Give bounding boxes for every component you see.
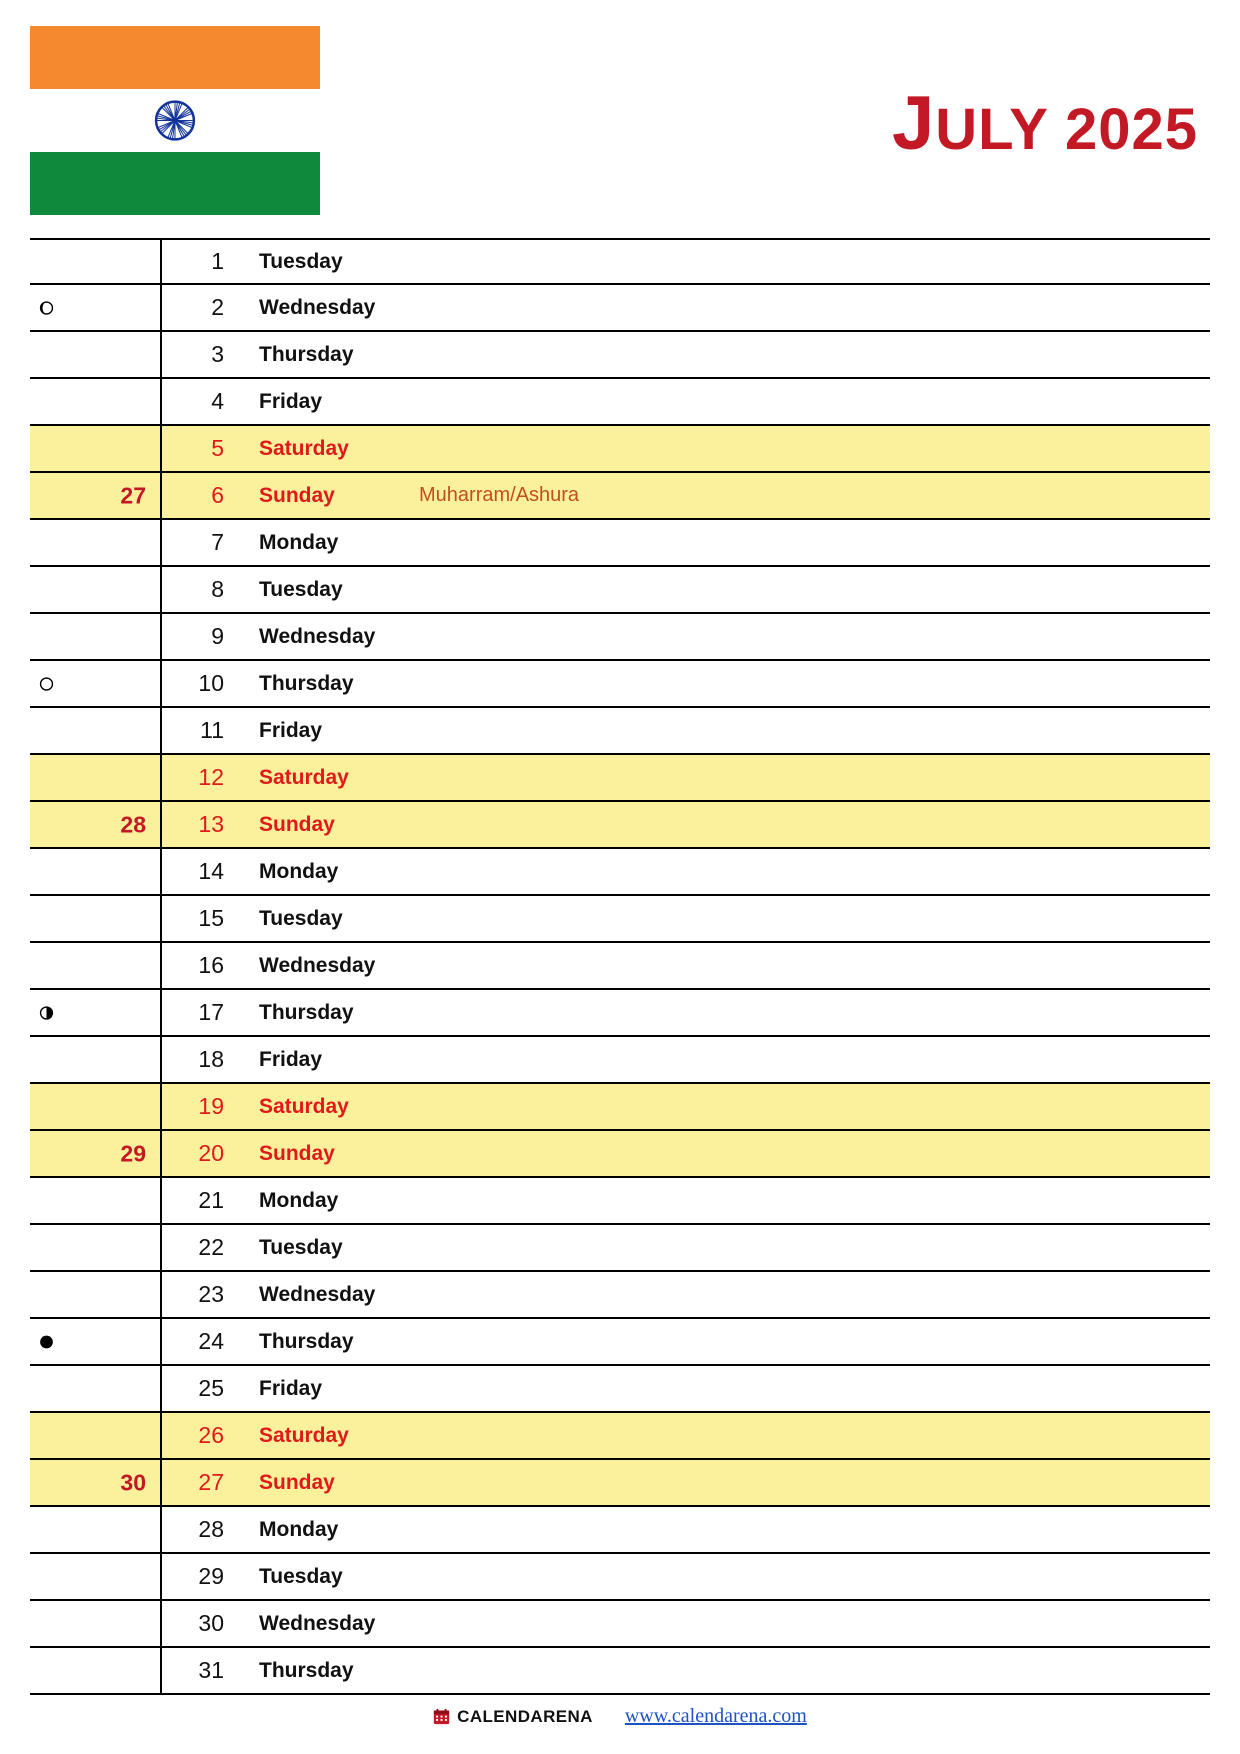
weekday-label: Friday [259,1376,323,1400]
weekday-label: Wednesday [259,295,376,319]
day-number: 22 [198,1234,224,1260]
page-header [0,0,1240,238]
page-title-initial: J [891,81,936,166]
day-cell [160,755,1210,800]
day-cell [160,708,1210,753]
day-cell [160,1084,1210,1129]
day-cell [160,520,1210,565]
row-gutter [30,661,160,706]
flag-band-saffron [30,26,320,89]
row-gutter [30,943,160,988]
day-cell [160,567,1210,612]
calendar-row [30,1601,1210,1648]
row-gutter [30,802,160,847]
row-gutter [30,1554,160,1599]
page-title [891,81,1198,166]
weekday-label: Tuesday [259,1564,343,1588]
weekday-label: Monday [259,859,339,883]
weekday-label: Wednesday [259,953,376,977]
calendar-row [30,896,1210,943]
calendar-row [30,473,1210,520]
calendar-row [30,943,1210,990]
weekday-label: Thursday [259,1658,354,1682]
weekday-label: Tuesday [259,577,343,601]
day-number: 29 [198,1563,224,1589]
day-cell [160,426,1210,471]
calendar-row [30,1178,1210,1225]
week-number: 29 [120,1140,146,1166]
row-gutter [30,426,160,471]
row-gutter [30,285,160,330]
calendar-row [30,1366,1210,1413]
day-cell [160,943,1210,988]
day-cell [160,1648,1210,1693]
calendar-row [30,755,1210,802]
row-gutter [30,1131,160,1176]
row-gutter [30,1084,160,1129]
row-gutter [30,240,160,283]
day-number: 18 [198,1046,224,1072]
day-cell [160,1319,1210,1364]
weekday-label: Saturday [259,765,349,789]
row-gutter [30,896,160,941]
calendar-row [30,614,1210,661]
row-gutter [30,1037,160,1082]
row-gutter [30,473,160,518]
row-gutter [30,708,160,753]
calendar-row [30,849,1210,896]
day-number: 10 [198,670,224,696]
day-cell [160,661,1210,706]
day-number: 6 [211,482,224,508]
day-number: 15 [198,905,224,931]
day-number: 16 [198,952,224,978]
row-gutter [30,614,160,659]
weekday-label: Thursday [259,342,354,366]
website-link[interactable]: www.calendarena.com [624,1705,807,1727]
weekday-label: Thursday [259,1000,354,1024]
day-cell [160,285,1210,330]
row-gutter [30,1460,160,1505]
calendar-row [30,1413,1210,1460]
day-cell [160,1413,1210,1458]
weekday-label: Tuesday [259,249,343,273]
row-gutter [30,1601,160,1646]
day-number: 5 [211,435,224,461]
day-cell [160,1131,1210,1176]
week-number: 30 [120,1469,146,1495]
weekday-label: Sunday [259,1141,335,1165]
row-gutter [30,1319,160,1364]
weekday-label: Saturday [259,1423,349,1447]
calendar-row [30,661,1210,708]
day-number: 3 [211,341,224,367]
calendar-row [30,1272,1210,1319]
calendar-row [30,1507,1210,1554]
weekday-label: Sunday [259,812,335,836]
row-gutter [30,1648,160,1693]
row-gutter [30,1225,160,1270]
calendar-table [30,238,1210,1695]
day-number: 30 [198,1610,224,1636]
week-number: 27 [120,482,146,508]
day-number: 14 [198,858,224,884]
day-number: 21 [198,1187,224,1213]
day-number: 7 [211,529,224,555]
row-gutter [30,1413,160,1458]
day-cell [160,614,1210,659]
day-cell [160,1507,1210,1552]
day-number: 2 [211,294,224,320]
weekday-label: Friday [259,1047,323,1071]
day-number: 23 [198,1281,224,1307]
weekday-label: Saturday [259,1094,349,1118]
day-number: 19 [198,1093,224,1119]
calendar-row [30,332,1210,379]
flag-band-green [30,152,320,215]
calendar-row [30,238,1210,285]
calendar-row [30,1225,1210,1272]
weekday-label: Tuesday [259,1235,343,1259]
day-cell [160,379,1210,424]
calendar-row [30,1131,1210,1178]
day-cell [160,896,1210,941]
weekday-label: Tuesday [259,906,343,930]
weekday-label: Thursday [259,1329,354,1353]
moon-phase-new-moon-icon [38,1333,55,1350]
weekday-label: Wednesday [259,1611,376,1635]
day-cell [160,240,1210,283]
day-cell [160,802,1210,847]
day-number: 11 [200,717,224,743]
day-number: 12 [198,764,224,790]
day-number: 24 [198,1328,224,1354]
india-flag-icon [30,26,320,214]
row-gutter [30,1272,160,1317]
day-cell [160,1272,1210,1317]
row-gutter [30,990,160,1035]
calendar-row [30,567,1210,614]
calendar-row [30,285,1210,332]
row-gutter [30,520,160,565]
weekday-label: Monday [259,1517,339,1541]
weekday-label: Friday [259,718,323,742]
weekday-label: Saturday [259,436,349,460]
calendar-row [30,426,1210,473]
weekday-label: Wednesday [259,624,376,648]
brand [433,1707,593,1727]
weekday-label: Monday [259,1188,339,1212]
day-number: 26 [198,1422,224,1448]
week-number: 28 [120,811,146,837]
calendar-row [30,802,1210,849]
day-number: 1 [211,248,224,274]
holiday-label: Muharram/Ashura [419,484,580,506]
weekday-label: Sunday [259,1470,335,1494]
calendar-row [30,379,1210,426]
day-number: 8 [211,576,224,602]
ashoka-chakra-icon [144,89,207,152]
moon-phase-waxing-crescent-icon [38,299,55,316]
day-cell [160,473,1210,518]
calendar-icon [433,1708,450,1725]
row-gutter [30,849,160,894]
day-number: 9 [211,623,224,649]
day-number: 25 [198,1375,224,1401]
row-gutter [30,567,160,612]
row-gutter [30,379,160,424]
day-cell [160,1554,1210,1599]
day-number: 20 [198,1140,224,1166]
calendar-row [30,990,1210,1037]
weekday-label: Sunday [259,483,335,507]
calendar-row [30,1648,1210,1695]
day-cell [160,1178,1210,1223]
day-number: 28 [198,1516,224,1542]
day-cell [160,849,1210,894]
day-number: 27 [198,1469,224,1495]
brand-label: CALENDARENA [457,1706,593,1726]
day-number: 4 [211,388,224,414]
calendar-row [30,1037,1210,1084]
calendar-row [30,520,1210,567]
day-number: 31 [198,1657,224,1683]
weekday-label: Wednesday [259,1282,376,1306]
moon-phase-last-quarter-icon [38,1004,55,1021]
row-gutter [30,1366,160,1411]
day-cell [160,1460,1210,1505]
day-cell [160,990,1210,1035]
day-cell [160,332,1210,377]
moon-phase-full-moon-icon [38,675,55,692]
day-number: 13 [198,811,224,837]
page-title-rest: ULY 2025 [935,97,1198,162]
row-gutter [30,332,160,377]
calendar-row [30,1084,1210,1131]
row-gutter [30,755,160,800]
day-cell [160,1601,1210,1646]
day-cell [160,1037,1210,1082]
weekday-label: Monday [259,530,339,554]
weekday-label: Thursday [259,671,354,695]
day-number: 17 [198,999,224,1025]
row-gutter [30,1507,160,1552]
day-cell [160,1225,1210,1270]
calendar-row [30,1554,1210,1601]
calendar-row [30,1460,1210,1507]
row-gutter [30,1178,160,1223]
page-footer [0,1705,1240,1728]
day-cell [160,1366,1210,1411]
weekday-label: Friday [259,389,323,413]
calendar-row [30,708,1210,755]
calendar-row [30,1319,1210,1366]
